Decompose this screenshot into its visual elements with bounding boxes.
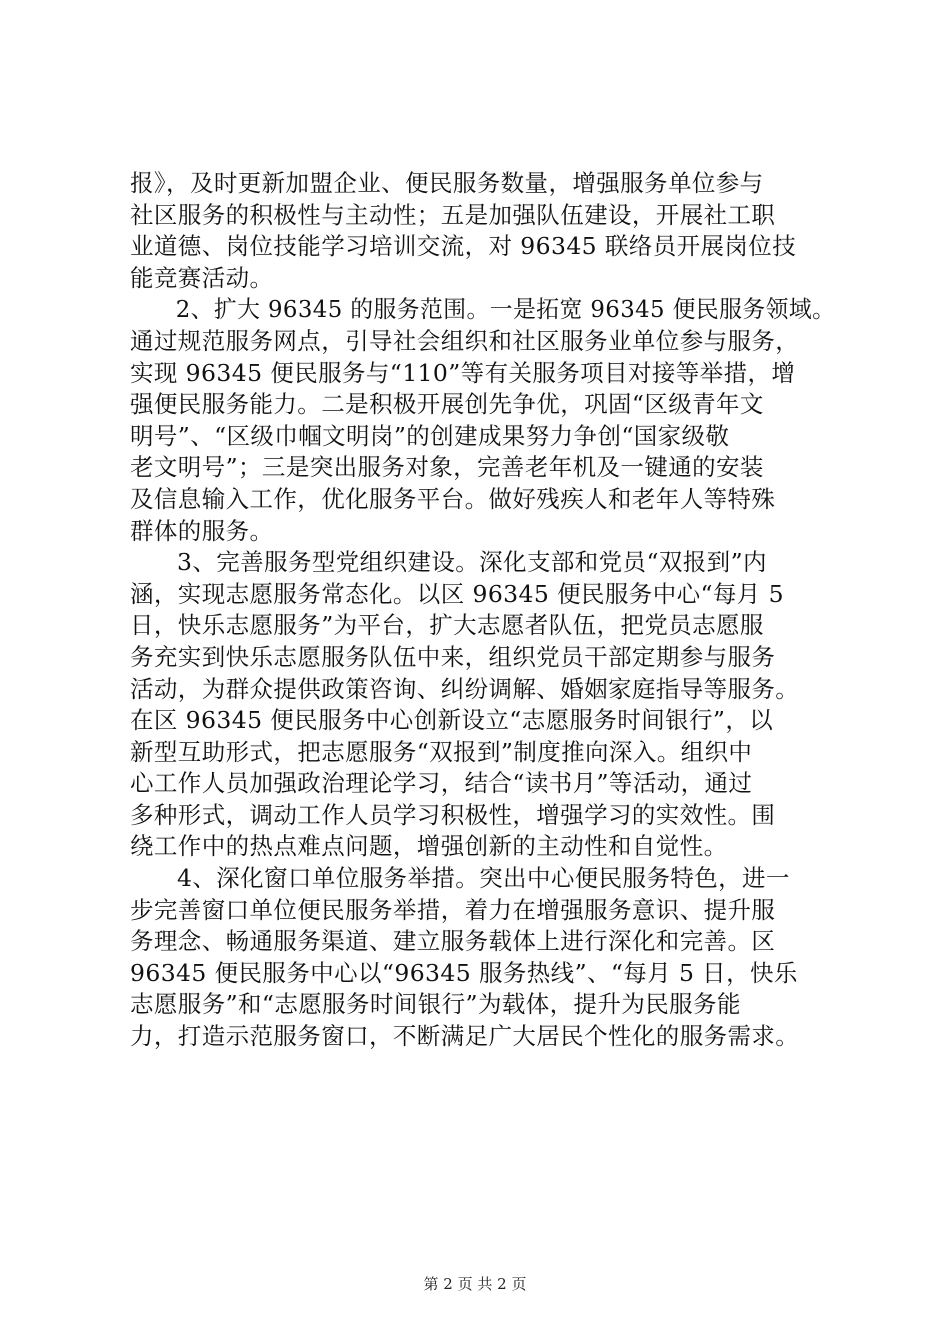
text-line: 绕工作中的热点难点问题，增强创新的主动性和自觉性。 [130, 832, 728, 861]
text-line: 群体的服务。 [130, 516, 274, 545]
text-line: 日，快乐志愿服务”为平台，扩大志愿者队伍，把党员志愿服 [130, 611, 764, 640]
text-line: 新型互助形式，把志愿服务“双报到”制度推向深入。组织中 [130, 737, 753, 766]
text-line: 在区 96345 便民服务中心创新设立“志愿服务时间银行”，以 [130, 706, 774, 735]
text-line: 老文明号”；三是突出服务对象，完善老年机及一键通的安装 [130, 453, 764, 482]
text-line: 能竞赛活动。 [130, 263, 274, 292]
text-line: 志愿服务”和“志愿服务时间银行”为载体，提升为民服务能 [130, 990, 741, 1019]
text-line: 步完善窗口单位便民服务举措，着力在增强服务意识、提升服 [130, 895, 776, 924]
text-line: 社区服务的积极性与主动性；五是加强队伍建设，开展社工职 [130, 200, 776, 229]
text-line: 活动，为群众提供政策咨询、纠纷调解、婚姻家庭指导等服务。 [130, 674, 800, 703]
text-line: 通过规范服务网点，引导社会组织和社区服务业单位参与服务， [130, 326, 800, 355]
text-line: 力，打造示范服务窗口，不断满足广大居民个性化的服务需求。 [130, 1022, 800, 1051]
text-line: 明号”、“区级巾帼文明岗”的创建成果努力争创“国家级敬 [130, 421, 730, 450]
text-line: 涵，实现志愿服务常态化。以区 96345 便民服务中心“每月 5 [130, 579, 784, 608]
paragraph-start-line: 3、完善服务型党组织建设。深化支部和党员“双报到”内 [177, 548, 767, 577]
text-line: 报》，及时更新加盟企业、便民服务数量，增强服务单位参与 [130, 169, 764, 197]
text-line: 多种形式，调动工作人员学习积极性，增强学习的实效性。围 [130, 800, 776, 829]
text-line: 及信息输入工作，优化服务平台。做好残疾人和老年人等特殊 [130, 484, 776, 513]
text-line: 96345 便民服务中心以“96345 服务热线”、“每月 5 日，快乐 [130, 958, 798, 987]
text-line: 心工作人员加强政治理论学习，结合“读书月”等活动，通过 [130, 769, 753, 798]
text-line: 务理念、畅通服务渠道、建立服务载体上进行深化和完善。区 [130, 927, 776, 956]
text-line: 务充实到快乐志愿服务队伍中来，组织党员干部定期参与服务 [130, 642, 776, 671]
paragraph-start-line: 4、深化窗口单位服务举措。突出中心便民服务特色，进一 [177, 864, 790, 893]
document-body [130, 168, 835, 1053]
text-line: 强便民服务能力。二是积极开展创先争优，巩固“区级青年文 [130, 390, 764, 419]
text-line: 业道德、岗位技能学习培训交流，对 96345 联络员开展岗位技 [130, 232, 797, 261]
page-number-footer: 第 2 页 共 2 页 [423, 1275, 527, 1293]
text-line: 实现 96345 便民服务与“110”等有关服务项目对接等举措，增 [130, 358, 796, 387]
paragraph-start-line: 2、扩大 96345 的服务范围。一是拓宽 96345 便民服务领域。 [175, 295, 836, 324]
